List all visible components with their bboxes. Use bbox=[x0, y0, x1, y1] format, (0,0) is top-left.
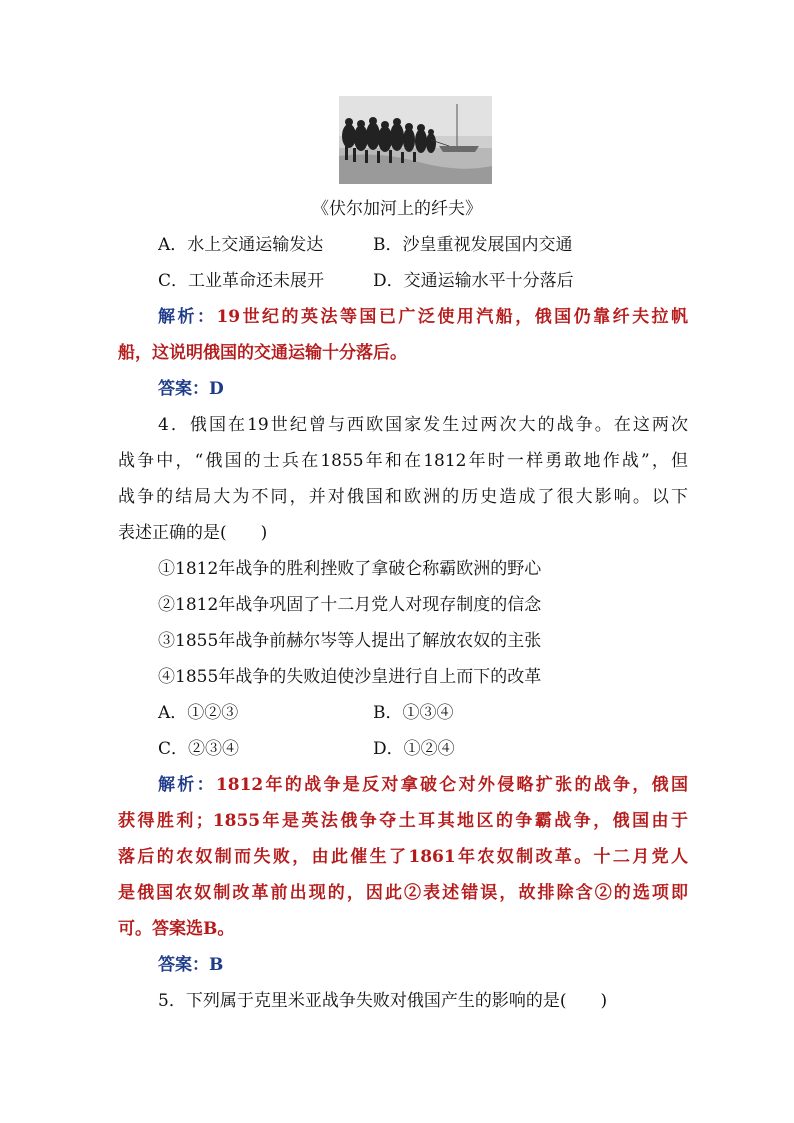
q3-analysis-line2: 船，这说明俄国的交通运输十分落后。 bbox=[118, 343, 407, 363]
q4-stem-line1: 4．俄国在19世纪曾与西欧国家发生过两次大的战争。在这两次 bbox=[158, 415, 688, 435]
q3-answer-label: 答案： bbox=[158, 379, 209, 399]
q4-option-c: C．②③④ bbox=[158, 739, 240, 759]
q3-analysis-text1: 19世纪的英法等国已广泛使用汽船，俄国仍靠纤夫拉帆 bbox=[216, 307, 689, 327]
q4-analysis-line1 bbox=[158, 774, 688, 796]
q4-item-2: ②1812年战争巩固了十二月党人对现存制度的信念 bbox=[158, 595, 542, 615]
q4-option-d: D．①②④ bbox=[373, 739, 455, 759]
q4-stem-line2: 战争中，“俄国的士兵在1855年和在1812年时一样勇敢地作战”，但 bbox=[118, 451, 688, 471]
q4-answer-label: 答案： bbox=[158, 955, 209, 975]
q4-option-b: B．①③④ bbox=[373, 703, 454, 723]
q4-item-3: ③1855年战争前赫尔岑等人提出了解放农奴的主张 bbox=[158, 631, 542, 651]
q4-analysis-line5: 可。答案选B。 bbox=[118, 919, 235, 939]
q3-option-c: C．工业革命还未展开 bbox=[158, 271, 325, 291]
q4-answer bbox=[158, 954, 728, 976]
q4-analysis-text1: 1812年的战争是反对拿破仑对外侵略扩张的战争，俄国 bbox=[215, 775, 688, 795]
q4-answer-value: B bbox=[209, 955, 224, 975]
q4-analysis-label: 解析： bbox=[158, 775, 216, 795]
q3-option-b: B．沙皇重视发展国内交通 bbox=[373, 235, 573, 255]
q4-analysis-line4: 是俄国农奴制改革前出现的，因此②表述错误，故排除含②的选项即 bbox=[118, 883, 688, 903]
q3-answer-value: D bbox=[209, 379, 224, 399]
q3-options-row2 bbox=[158, 270, 728, 292]
q3-analysis-label: 解析： bbox=[158, 307, 217, 327]
q5-stem: 5．下列属于克里米亚战争失败对俄国产生的影响的是( ) bbox=[158, 991, 608, 1011]
q4-analysis-line3: 落后的农奴制而失败，由此催生了1861年农奴制改革。十二月党人 bbox=[118, 847, 688, 867]
q4-item-4: ④1855年战争的失败迫使沙皇进行自上而下的改革 bbox=[158, 667, 542, 687]
q4-item-1: ①1812年战争的胜利挫败了拿破仑称霸欧洲的野心 bbox=[158, 559, 542, 579]
q3-option-a: A．水上交通运输发达 bbox=[158, 235, 324, 255]
q3-analysis-line1 bbox=[158, 306, 688, 328]
q4-options-row1 bbox=[158, 702, 728, 724]
barge-haulers-painting bbox=[339, 96, 492, 184]
q4-analysis-line2: 获得胜利；1855年是英法俄争夺土耳其地区的争霸战争，俄国由于 bbox=[118, 811, 688, 831]
q4-stem-line4: 表述正确的是( ) bbox=[118, 523, 268, 543]
q3-option-d: D．交通运输水平十分落后 bbox=[373, 271, 574, 291]
q3-answer bbox=[158, 378, 728, 400]
q4-options-row2 bbox=[158, 738, 728, 760]
q4-option-a: A．①②③ bbox=[158, 703, 239, 723]
q4-stem-line3: 战争的结局大为不同，并对俄国和欧洲的历史造成了很大影响。以下 bbox=[118, 487, 688, 507]
figure-caption: 《伏尔加河上的纤夫》 bbox=[312, 199, 482, 219]
q3-options-row1 bbox=[158, 234, 728, 256]
